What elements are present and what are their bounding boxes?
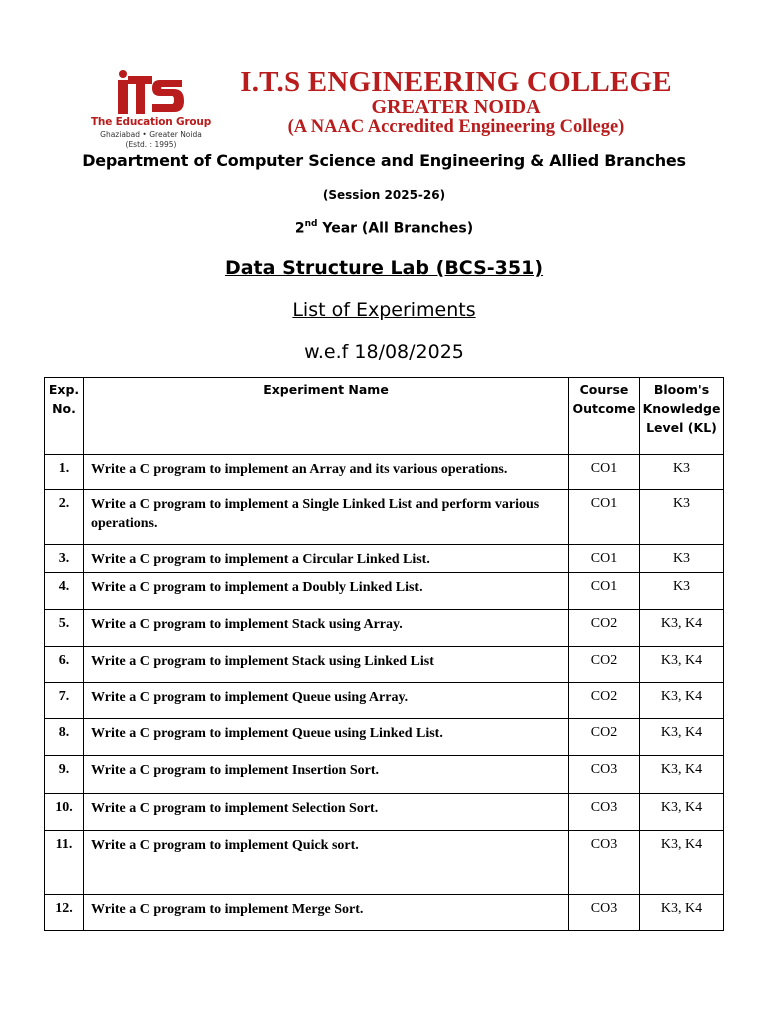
row-number: 11. xyxy=(45,831,84,895)
knowledge-level: K3 xyxy=(640,573,724,610)
row-number: 4. xyxy=(45,573,84,610)
experiment-name: Write a C program to implement a Single Linked List and perform various operations. xyxy=(84,490,569,545)
college-city: GREATER NOIDA xyxy=(371,96,541,118)
column-header-course-outcome: Course Outcome xyxy=(569,378,640,455)
row-number: 2. xyxy=(45,490,84,545)
knowledge-level: K3, K4 xyxy=(640,647,724,683)
knowledge-level: K3 xyxy=(640,490,724,545)
row-number: 12. xyxy=(45,895,84,931)
course-outcome: CO2 xyxy=(569,719,640,756)
row-number: 8. xyxy=(45,719,84,756)
college-name: I.T.S ENGINEERING COLLEGE xyxy=(240,66,672,98)
knowledge-level: K3, K4 xyxy=(640,610,724,647)
column-header-exp-no: Exp. No. xyxy=(45,378,84,455)
college-logo xyxy=(90,66,212,152)
course-outcome: CO1 xyxy=(569,455,640,490)
row-number: 9. xyxy=(45,756,84,794)
knowledge-level: K3, K4 xyxy=(640,756,724,794)
knowledge-level: K3, K4 xyxy=(640,719,724,756)
course-outcome: CO3 xyxy=(569,756,640,794)
experiment-name: Write a C program to implement Stack using Linked List xyxy=(84,647,569,683)
row-number: 3. xyxy=(45,545,84,573)
row-number: 10. xyxy=(45,794,84,831)
its-logo-mark xyxy=(116,70,186,116)
effective-date: w.e.f 18/08/2025 xyxy=(304,341,464,363)
course-outcome: CO1 xyxy=(569,490,640,545)
session-label: (Session 2025-26) xyxy=(322,188,446,202)
experiments-table xyxy=(44,377,724,931)
knowledge-level: K3, K4 xyxy=(640,683,724,719)
letterhead xyxy=(90,66,690,152)
experiment-name: Write a C program to implement a Doubly Linked List. xyxy=(84,573,569,610)
table-row xyxy=(45,573,724,610)
row-number: 5. xyxy=(45,610,84,647)
logo-established: (Estd. : 1995) xyxy=(125,140,177,149)
year-description: Year (All Branches) xyxy=(317,220,474,237)
experiment-name: Write a C program to implement a Circular Linked List. xyxy=(84,545,569,573)
row-number: 6. xyxy=(45,647,84,683)
college-accreditation: (A NAAC Accredited Engineering College) xyxy=(287,117,625,137)
year-number: 2 xyxy=(294,220,305,237)
experiment-name: Write a C program to implement Insertion Sort. xyxy=(84,756,569,794)
department-heading: Department of Computer Science and Engineering & Allied Branches xyxy=(82,151,686,170)
course-outcome: CO2 xyxy=(569,610,640,647)
course-outcome: CO1 xyxy=(569,573,640,610)
knowledge-level: K3, K4 xyxy=(640,794,724,831)
knowledge-level: K3, K4 xyxy=(640,895,724,931)
logo-tagline: The Education Group xyxy=(90,116,212,128)
list-title: List of Experiments xyxy=(292,299,476,321)
table-row xyxy=(45,831,724,895)
year-ordinal-suffix: nd xyxy=(304,219,318,229)
table-row xyxy=(45,895,724,931)
table-row xyxy=(45,455,724,490)
table-header-row xyxy=(45,378,724,455)
course-outcome: CO3 xyxy=(569,831,640,895)
table-row xyxy=(45,756,724,794)
column-header-experiment-name: Experiment Name xyxy=(84,378,569,455)
course-outcome: CO3 xyxy=(569,794,640,831)
table-row xyxy=(45,545,724,573)
lab-title: Data Structure Lab (BCS-351) xyxy=(224,257,544,279)
experiment-name: Write a C program to implement an Array and its various operations. xyxy=(84,455,569,490)
experiment-name: Write a C program to implement Quick sort. xyxy=(84,831,569,895)
table-row xyxy=(45,794,724,831)
experiment-name: Write a C program to implement Merge Sort. xyxy=(84,895,569,931)
year-label xyxy=(0,220,768,237)
column-header-blooms-level: Bloom's Knowledge Level (KL) xyxy=(640,378,724,455)
experiment-name: Write a C program to implement Stack using Array. xyxy=(84,610,569,647)
knowledge-level: K3, K4 xyxy=(640,831,724,895)
logo-locations: Ghaziabad • Greater Noida xyxy=(100,130,202,139)
experiment-name: Write a C program to implement Selection Sort. xyxy=(84,794,569,831)
knowledge-level: K3 xyxy=(640,455,724,490)
table-row xyxy=(45,490,724,545)
row-number: 1. xyxy=(45,455,84,490)
course-outcome: CO3 xyxy=(569,895,640,931)
experiment-name: Write a C program to implement Queue using Array. xyxy=(84,683,569,719)
row-number: 7. xyxy=(45,683,84,719)
course-outcome: CO2 xyxy=(569,647,640,683)
experiment-name: Write a C program to implement Queue using Linked List. xyxy=(84,719,569,756)
table-row xyxy=(45,683,724,719)
knowledge-level: K3 xyxy=(640,545,724,573)
table-row xyxy=(45,719,724,756)
course-outcome: CO2 xyxy=(569,683,640,719)
table-row xyxy=(45,647,724,683)
course-outcome: CO1 xyxy=(569,545,640,573)
table-row xyxy=(45,610,724,647)
